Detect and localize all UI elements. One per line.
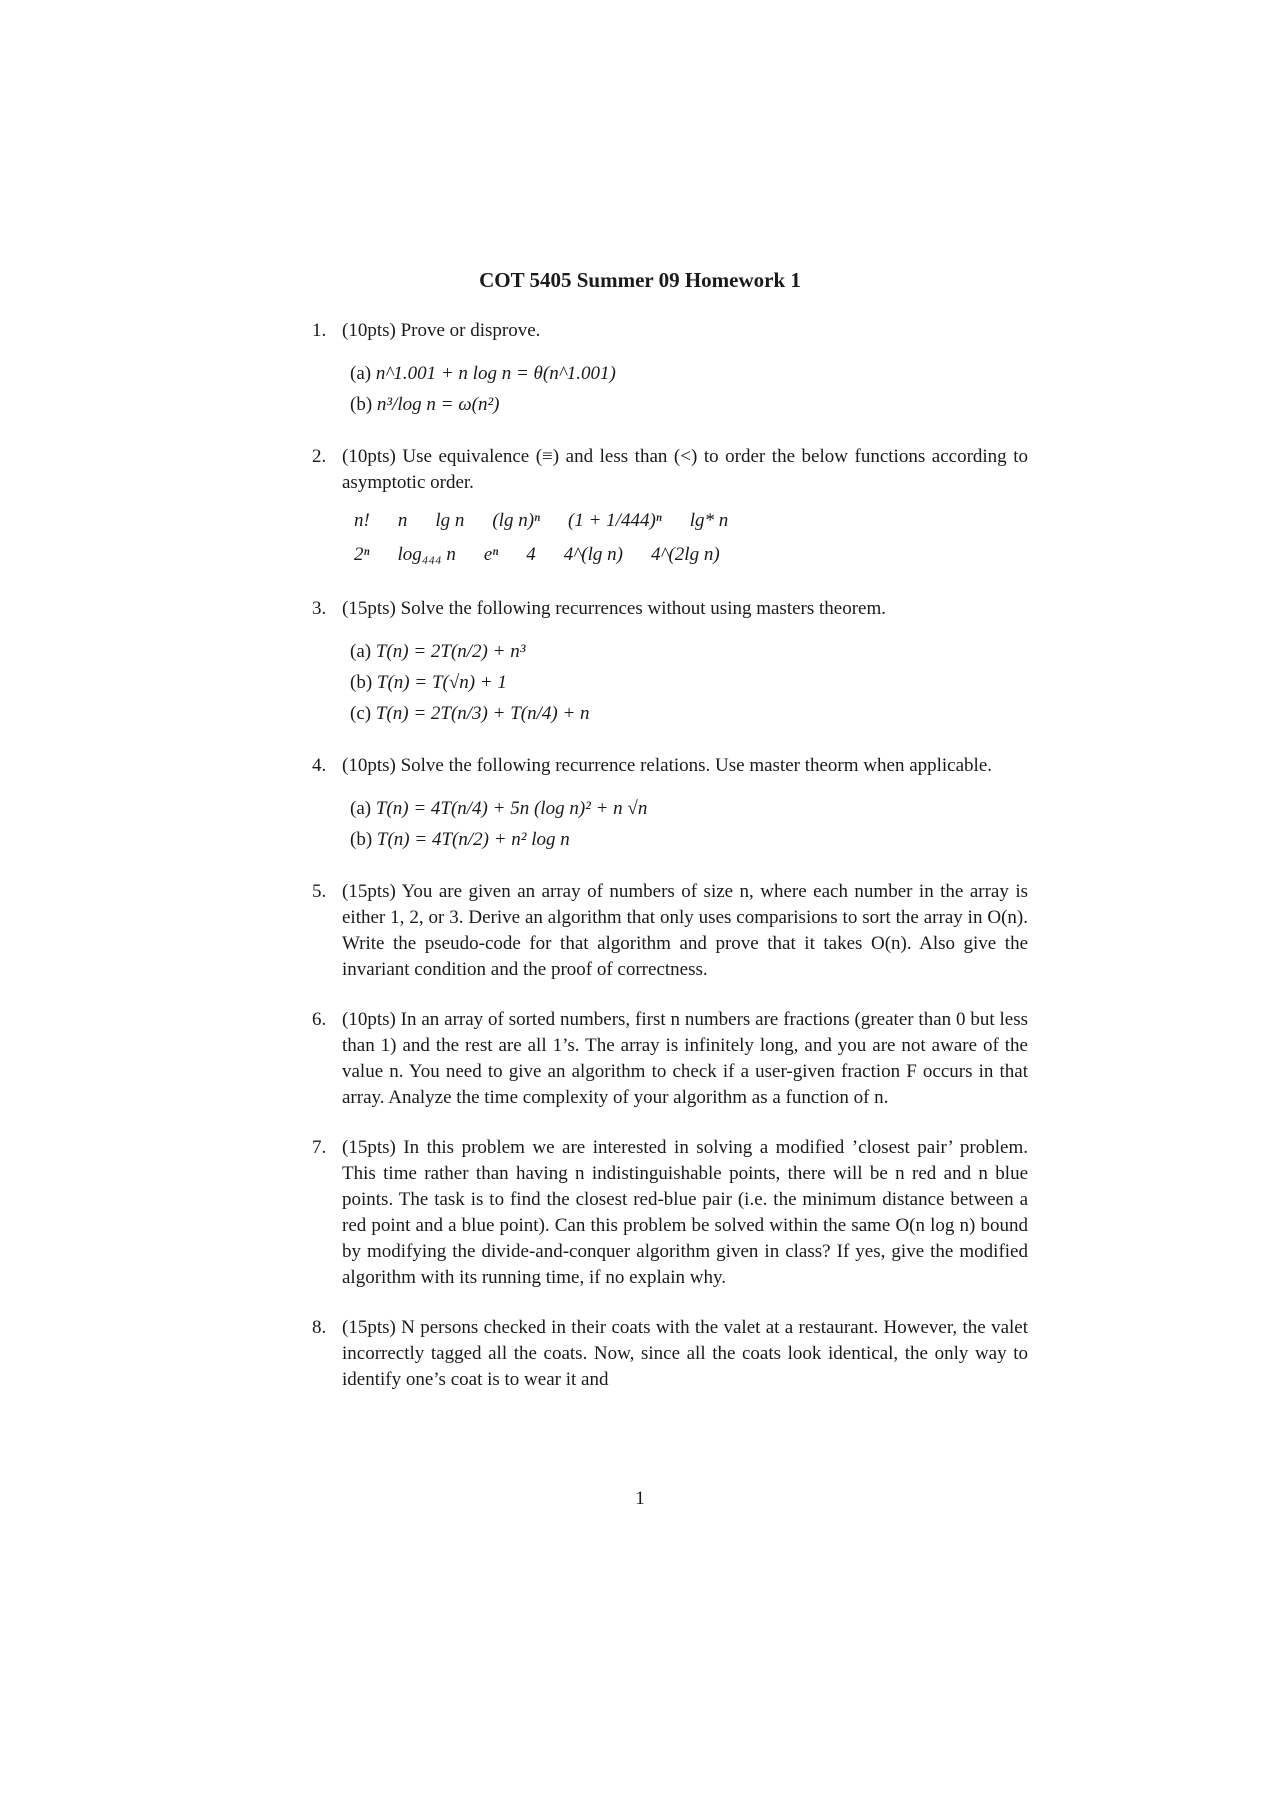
subproblem-list	[342, 793, 1028, 855]
subproblem-b	[350, 389, 1028, 420]
problem-text: (15pts) You are given an array of numbers of size n, where each number in the array is either 1, 2, or 3. Derive an algorithm that only uses comparisions to sort the array in O(n). Write the pseudo-code for that algorithm and prove that it takes O(n). Also give the invariant condition and the proof of correctness.	[342, 881, 1028, 980]
problem-number: 3.	[312, 598, 327, 619]
problem-number: 4.	[312, 755, 327, 776]
problem-number: 2.	[312, 446, 327, 467]
problem-6	[312, 1007, 1028, 1111]
page-number: 1	[635, 1488, 645, 1509]
subproblem-a	[350, 358, 1028, 389]
function-item: lg n	[435, 510, 465, 531]
problem-2	[312, 444, 1028, 572]
problem-number: 5.	[312, 881, 327, 902]
subproblem-list	[342, 358, 1028, 420]
problem-5	[312, 879, 1028, 983]
subproblem-c	[350, 698, 1028, 729]
function-item: eⁿ	[483, 544, 499, 565]
subproblem-label: (b)	[350, 672, 373, 693]
function-item: 4	[526, 544, 536, 565]
subproblem-label: (a)	[350, 798, 372, 819]
subproblem-b	[350, 824, 1028, 855]
subproblem-expression: T(n) = T(√n) + 1	[376, 672, 507, 693]
subproblem-a	[350, 793, 1028, 824]
problem-3	[312, 596, 1028, 729]
subproblem-list	[342, 636, 1028, 729]
function-item: (lg n)ⁿ	[492, 510, 541, 531]
function-item: n!	[354, 510, 370, 531]
function-item: (1 + 1/444)ⁿ	[568, 510, 662, 531]
function-row-1	[354, 504, 1028, 538]
subproblem-expression: T(n) = 2T(n/3) + T(n/4) + n	[375, 703, 590, 724]
function-item: n	[397, 510, 408, 531]
problem-1	[312, 318, 1028, 420]
problem-7	[312, 1135, 1028, 1291]
subproblem-b	[350, 667, 1028, 698]
function-row-2	[354, 538, 1028, 572]
subproblem-label: (b)	[350, 829, 373, 850]
subproblem-expression: T(n) = 2T(n/2) + n³	[375, 641, 526, 662]
function-item: lg* n	[689, 510, 729, 531]
subproblem-expression: n^1.001 + n log n = θ(n^1.001)	[375, 363, 616, 384]
problem-8	[312, 1315, 1028, 1393]
problem-number: 6.	[312, 1009, 327, 1030]
function-item: 4^(2lg n)	[650, 544, 720, 565]
problem-number: 7.	[312, 1137, 327, 1158]
problem-text: (15pts) N persons checked in their coats with the valet at a restaurant. However, the valet incorrectly tagged all the coats. Now, since all the coats look identical, the only way to identify one’s coat is to wear it and	[342, 1317, 1028, 1390]
function-item: 2ⁿ	[354, 544, 370, 565]
subproblem-expression: n³/log n = ω(n²)	[376, 394, 500, 415]
problem-text: (10pts) Use equivalence (≡) and less than (<) to order the below functions according to asymptotic order.	[342, 446, 1028, 493]
problem-text: (10pts) In an array of sorted numbers, first n numbers are fractions (greater than 0 but less than 1) and the rest are all 1’s. The array is infinitely long, and you are not aware of the value n. You need to give an algorithm to check if a user-given fraction F occurs in that array. Analyze the time complexity of your algorithm as a function of n.	[342, 1009, 1028, 1108]
problem-text: (10pts) Solve the following recurrence relations. Use master theorm when applicable.	[342, 755, 993, 776]
problem-number: 8.	[312, 1317, 327, 1338]
subproblem-label: (b)	[350, 394, 373, 415]
problem-4	[312, 753, 1028, 855]
subproblem-label: (c)	[350, 703, 372, 724]
function-item: 4^(lg n)	[563, 544, 623, 565]
problem-text: (15pts) Solve the following recurrences without using masters theorem.	[342, 598, 887, 619]
subproblem-expression: T(n) = 4T(n/4) + 5n (log n)² + n √n	[375, 798, 648, 819]
problem-list	[312, 318, 1028, 1417]
problem-number: 1.	[312, 320, 327, 341]
subproblem-label: (a)	[350, 363, 372, 384]
problem-text: (10pts) Prove or disprove.	[342, 320, 541, 341]
document-title: COT 5405 Summer 09 Homework 1	[479, 268, 801, 292]
subproblem-label: (a)	[350, 641, 372, 662]
function-grid	[342, 504, 1028, 572]
subproblem-a	[350, 636, 1028, 667]
function-item: log₄₄₄ n	[397, 544, 456, 565]
subproblem-expression: T(n) = 4T(n/2) + n² log n	[376, 829, 570, 850]
problem-text: (15pts) In this problem we are interested in solving a modified ’closest pair’ problem. This time rather than having n indistinguishable points, there will be n red and n blue points. The task is to find the closest red-blue pair (i.e. the minimum distance between a red point and a blue point). Can this problem be solved within the same O(n log n) bound by modifying the divide-and-conquer algorithm given in class? If yes, give the modified algorithm with its running time, if no explain why.	[342, 1137, 1028, 1288]
